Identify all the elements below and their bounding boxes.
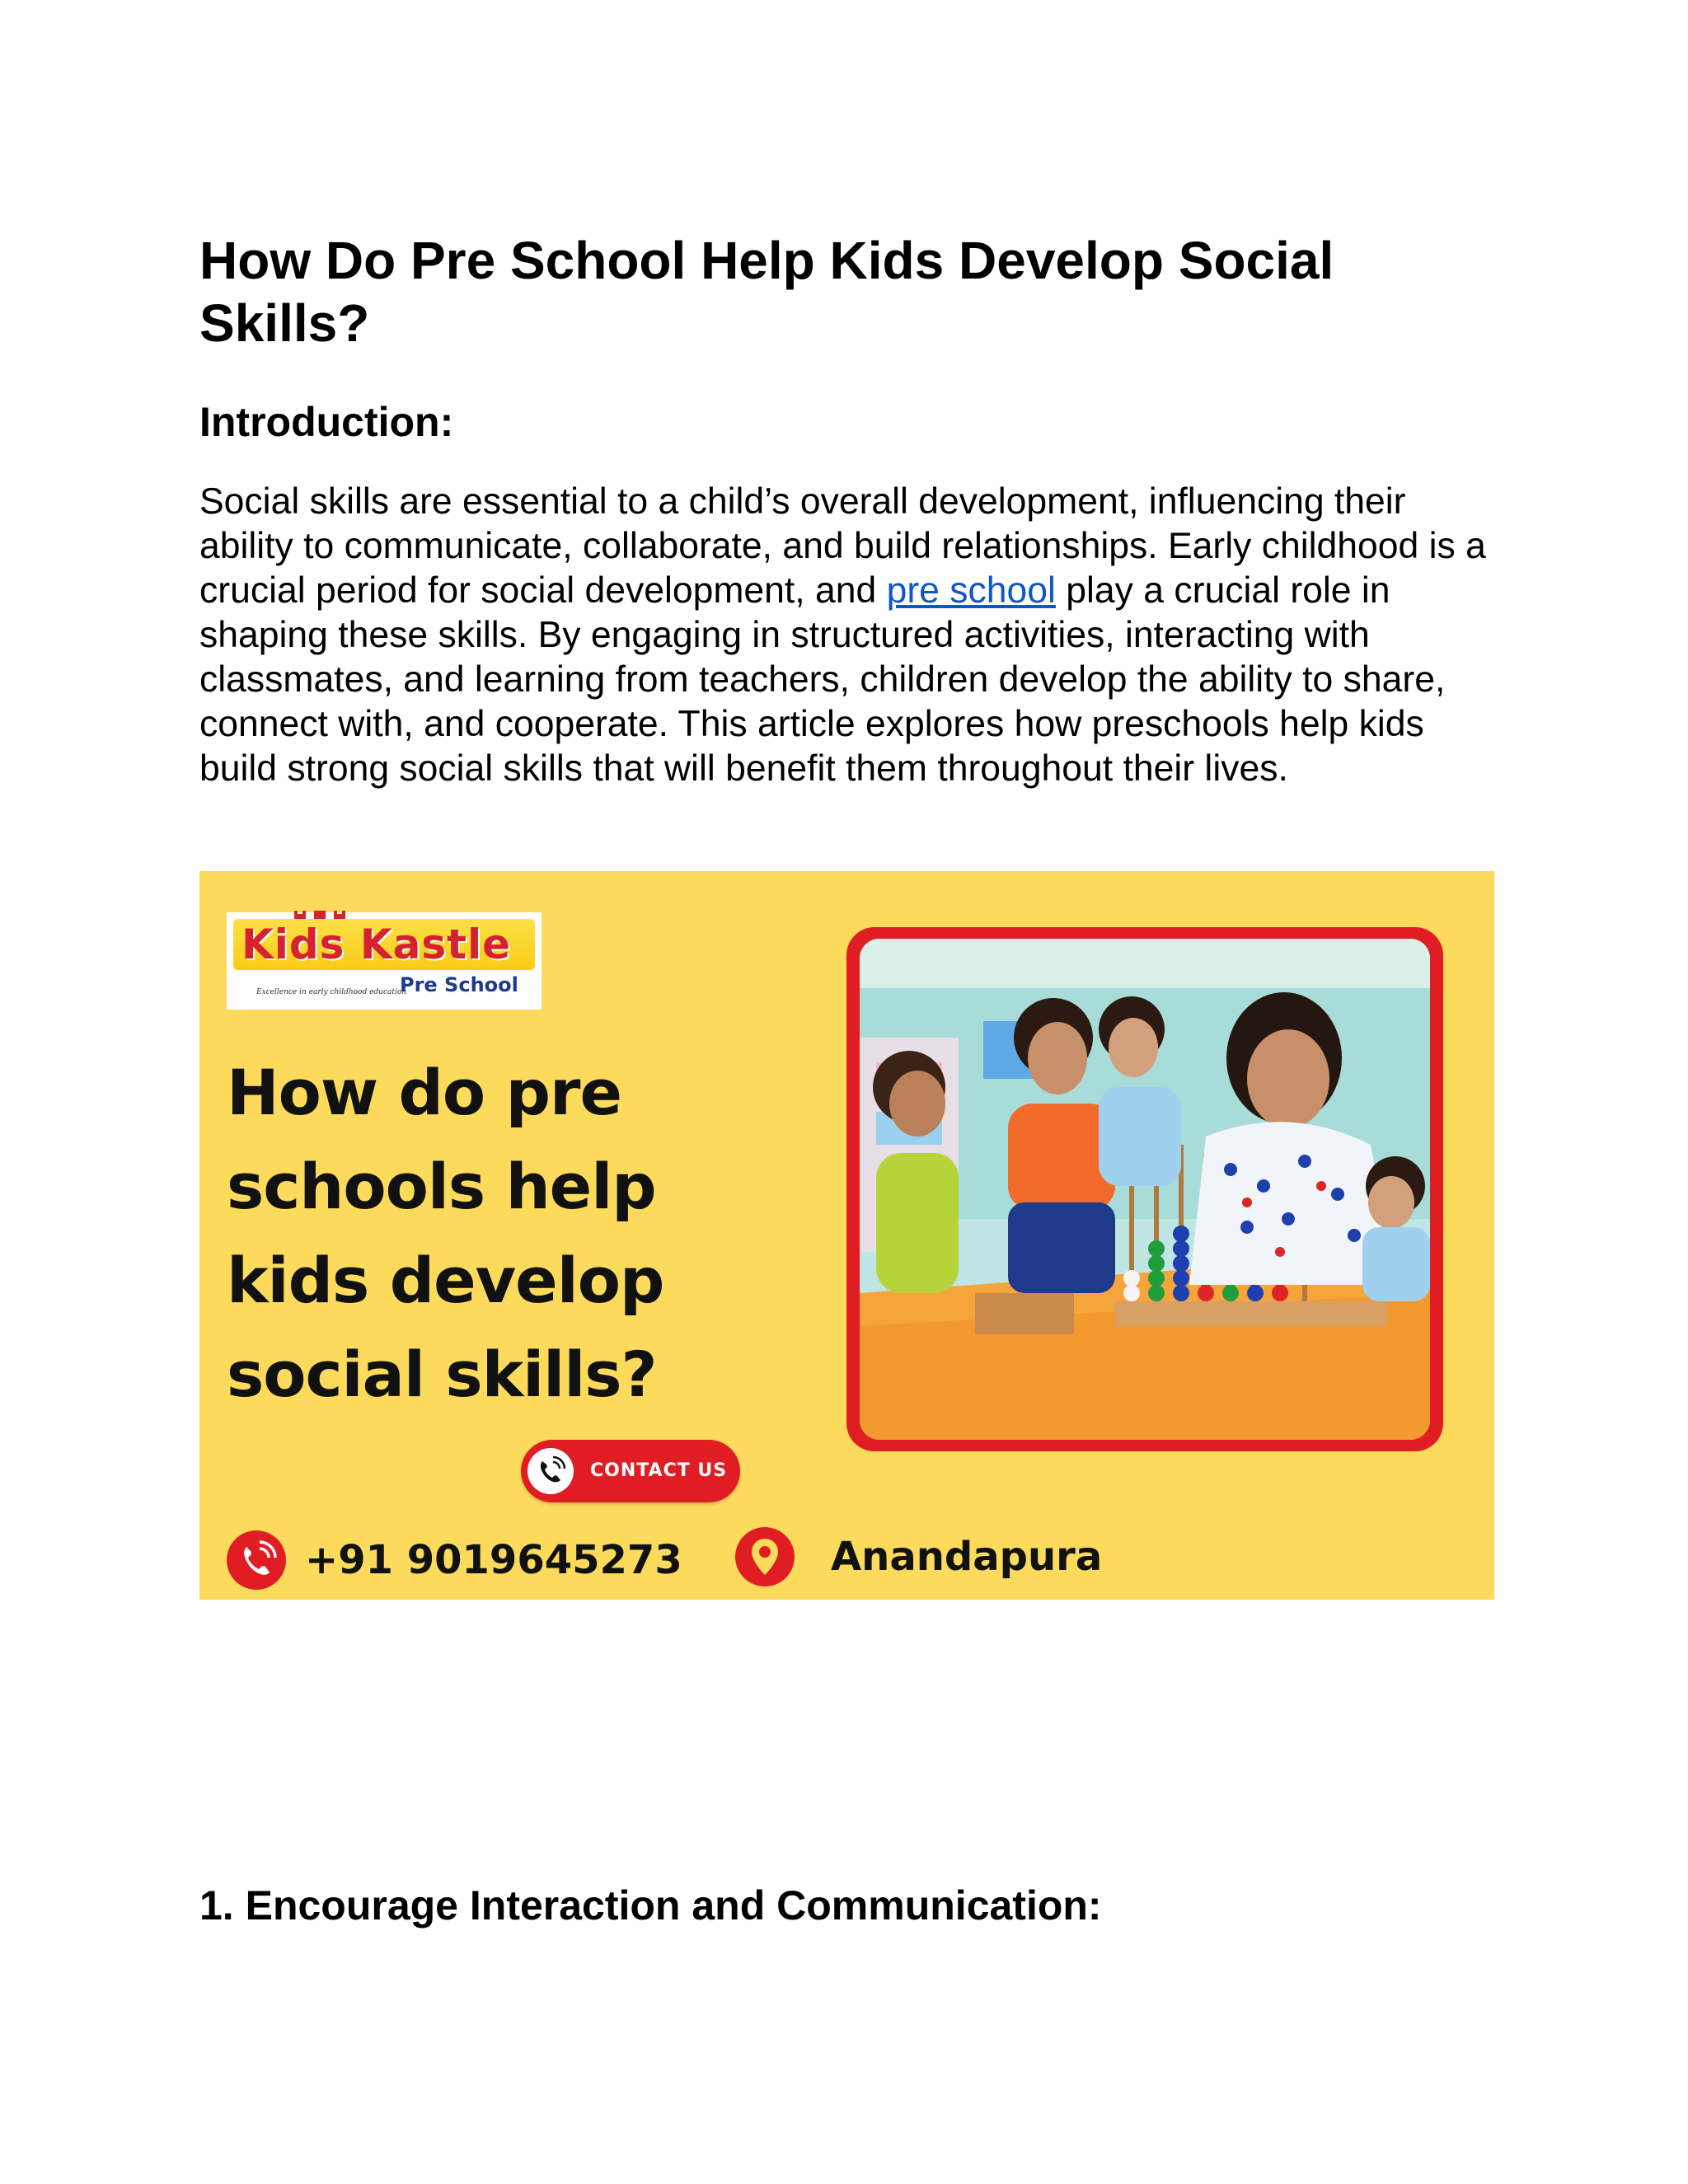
contact-us-button[interactable]	[521, 1440, 740, 1502]
contact-us-label: CONTACT US	[590, 1460, 728, 1481]
phone-ring-icon	[528, 1448, 574, 1494]
logo-tagline: Excellence in early childhood education	[256, 988, 407, 996]
section-1-heading: 1. Encourage Interaction and Communication:	[199, 1882, 1102, 1929]
classroom-photo-frame	[846, 927, 1443, 1451]
article-title: How Do Pre School Help Kids Develop Social Skills?	[199, 231, 1334, 353]
intro-text-end: play a crucial role in shaping these skills. By engaging in structured activities, interacting with classmates, and learning from teachers, children develop the ability to share, connect with, and cooperate. This article explores how preschools help kids build strong social skills that will benefit them throughout their lives.	[199, 570, 1446, 789]
kids-kastle-logo	[227, 912, 542, 1010]
pre-school-link[interactable]: pre school	[886, 570, 1056, 611]
banner-headline: How do pre schools help kids develop social skills?	[227, 1056, 664, 1411]
intro-heading: Introduction:	[199, 399, 454, 445]
location-pin-icon	[734, 1526, 796, 1591]
location-name: Anandapura	[831, 1534, 1103, 1580]
classroom-photo	[860, 939, 1430, 1440]
logo-name: Kids Kastle	[241, 921, 512, 968]
intro-text-start: Social skills are essential to a child’s overall development, influencing their ability to communicate, collaborate, and build relationships. Early childhood is a crucial period for social development, and	[199, 481, 1486, 611]
promo-banner-image	[199, 871, 1494, 1600]
phone-icon	[227, 1530, 286, 1590]
logo-subtitle: Pre School	[400, 973, 518, 996]
logo-name-band	[233, 919, 535, 970]
intro-paragraph	[199, 480, 1502, 791]
phone-number: +91 9019645273	[305, 1537, 682, 1583]
